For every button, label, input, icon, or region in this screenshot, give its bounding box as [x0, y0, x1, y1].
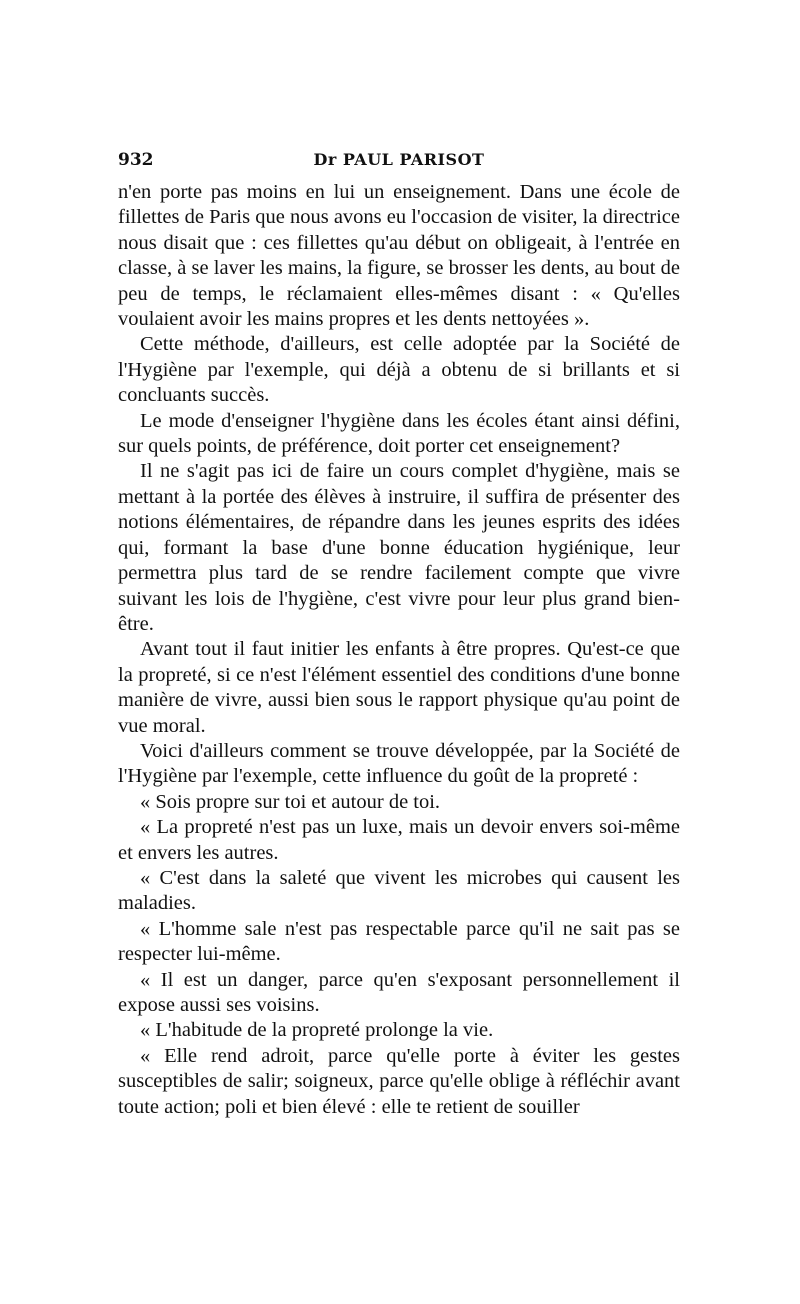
page-number: 932 [118, 150, 154, 170]
running-head: Dr PAUL PARISOT [313, 150, 485, 169]
book-page [118, 150, 680, 1120]
quote-line: « C'est dans la saleté que vivent les microbes qui causent les maladies. [118, 866, 680, 915]
quote-line: « Elle rend adroit, parce qu'elle porte à éviter les gestes susceptibles de salir; soigneux, parce qu'elle oblige à réfléchir avant toute action; poli et bien élevé : elle te retient de souiller [118, 1044, 680, 1118]
page-header [118, 150, 680, 180]
quote-line: « L'homme sale n'est pas respectable parce qu'il ne sait pas se respecter lui-même. [118, 917, 680, 966]
paragraph: n'en porte pas moins en lui un enseignement. Dans une école de fillettes de Paris que nous avons eu l'occasion de visiter, la directrice nous disait que : ces fillettes qu'au début on obligeait, à l'entrée en classe, à se laver les mains, la figure, se brosser les dents, au bout de peu de temps, le réclamaient elles-mêmes disant : « Qu'elles voulaient avoir les mains propres et les dents nettoyées ». [118, 181, 680, 331]
paragraph: Avant tout il faut initier les enfants à être propres. Qu'est-ce que la propreté, si ce n'est l'élément essentiel des conditions d'une bonne manière de vivre, aussi bien sous le rapport physique qu'au point de vue moral. [118, 638, 680, 737]
paragraph: Cette méthode, d'ailleurs, est celle adoptée par la Société de l'Hygiène par l'exemple, qui déjà a obtenu de si brillants et si concluants succès. [118, 333, 680, 407]
quote-line: « L'habitude de la propreté prolonge la vie. [140, 1019, 494, 1042]
body-text [118, 180, 680, 1120]
quote-line: « La propreté n'est pas un luxe, mais un devoir envers soi-même et envers les autres. [118, 816, 680, 864]
quote-line: « Il est un danger, parce qu'en s'exposant personnellement il expose aussi ses voisins. [118, 968, 680, 1016]
paragraph: Il ne s'agit pas ici de faire un cours complet d'hygiène, mais se mettant à la portée des élèves à instruire, il suffira de présenter des notions élémentaires, de répandre dans les jeunes esprits des idées qui, formant la base d'une bonne éducation hygiénique, leur permettra plus tard de se rendre facilement compte que vivre suivant les lois de l'hygiène, c'est vivre pour leur plus grand bien-être. [118, 460, 680, 635]
paragraph: Voici d'ailleurs comment se trouve développée, par la Société de l'Hygiène par l'exemple, cette influence du goût de la propreté : [118, 739, 680, 788]
paragraph: Le mode d'enseigner l'hygiène dans les écoles étant ainsi défini, sur quels points, de préférence, doit porter cet enseignement? [118, 409, 680, 458]
quote-line: « Sois propre sur toi et autour de toi. [140, 790, 441, 813]
